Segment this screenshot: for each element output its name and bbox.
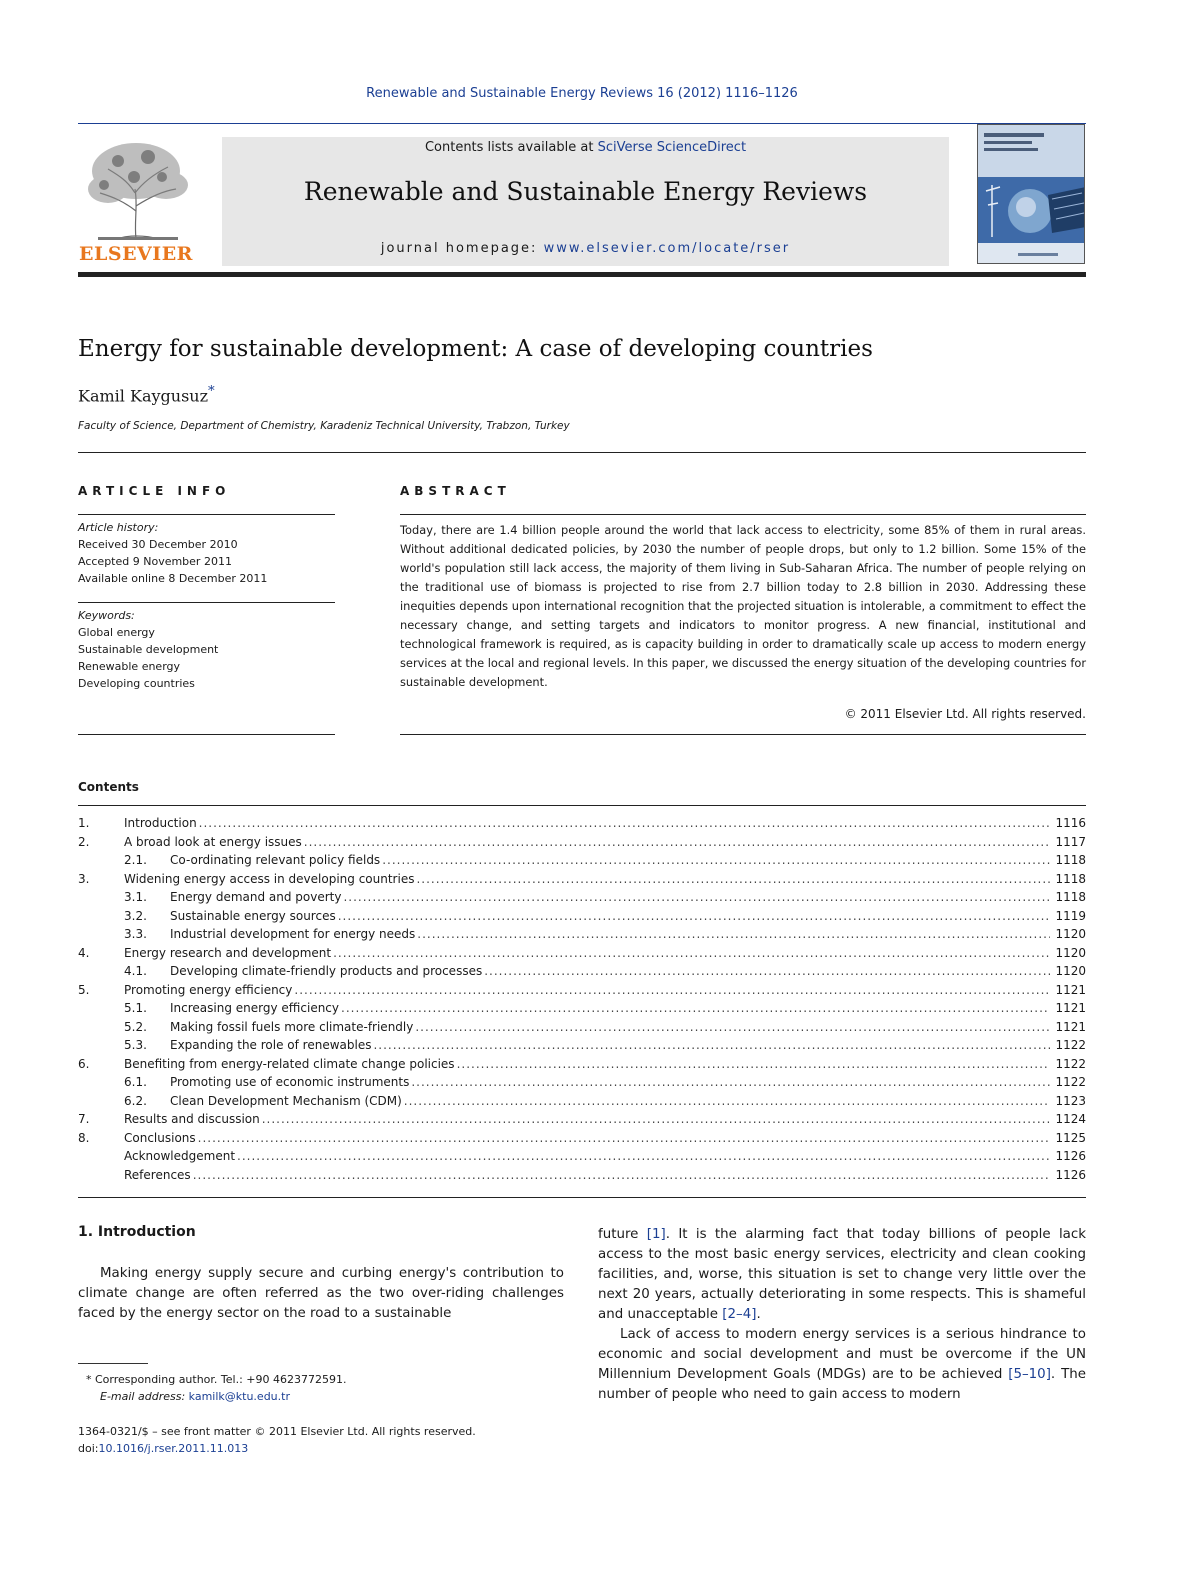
toc-leader-dots: [484, 964, 1050, 978]
toc-entry-page[interactable]: 1124: [1055, 1112, 1086, 1126]
intro-paragraph: Lack of access to modern energy services is a serious hindrance to economic and social development and must be overcome if the UN Millennium Development Goals (MDGs) are to be achieved [5–10]. The number of people who need to gain access to modern: [598, 1327, 1086, 1402]
footnote-rule: [78, 1363, 148, 1364]
header-bottom-rule: [78, 272, 1086, 277]
toc-entry-number: 5.2.: [124, 1019, 147, 1034]
doi-link[interactable]: 10.1016/j.rser.2011.11.013: [98, 1442, 249, 1455]
toc-entry-page[interactable]: 1121: [1055, 1001, 1086, 1015]
toc-leader-dots: [237, 1149, 1050, 1163]
toc-entry[interactable]: [78, 1075, 1086, 1094]
toc-leader-dots: [193, 1168, 1050, 1182]
toc-entry[interactable]: [78, 946, 1086, 965]
toc-entry-number: 2.: [78, 834, 90, 849]
contents-top-rule: [78, 805, 1086, 806]
toc-entry-page[interactable]: 1120: [1055, 964, 1086, 978]
toc-entry-label[interactable]: Clean Development Mechanism (CDM): [170, 1093, 402, 1108]
toc-entry-label[interactable]: Increasing energy efficiency: [170, 1001, 340, 1015]
reference-link[interactable]: [5–10]: [1008, 1367, 1051, 1382]
toc-leader-dots: [262, 1112, 1050, 1126]
toc-entry-page[interactable]: 1118: [1055, 871, 1086, 886]
toc-entry-page[interactable]: 1116: [1055, 816, 1086, 830]
toc-entry-number: 3.3.: [124, 927, 147, 941]
toc-entry[interactable]: [78, 1057, 1086, 1076]
toc-entry-page[interactable]: 1122: [1055, 1038, 1086, 1052]
toc-entry-page[interactable]: 1120: [1055, 945, 1086, 960]
history-accepted: Accepted 9 November 2011: [78, 555, 232, 568]
toc-entry-label[interactable]: Conclusions: [124, 1130, 196, 1145]
author-name: Kamil Kaygusuz*: [78, 384, 215, 406]
doi-line: doi:10.1016/j.rser.2011.11.013: [78, 1442, 249, 1455]
toc-leader-dots: [457, 1057, 1050, 1071]
toc-entry-label[interactable]: Introduction: [124, 816, 197, 830]
toc-entry[interactable]: [78, 1094, 1086, 1113]
journal-title: Renewable and Sustainable Energy Reviews: [303, 177, 868, 206]
cover-image: [978, 125, 1085, 264]
toc-entry[interactable]: [78, 909, 1086, 928]
toc-entry-number: 6.: [78, 1056, 90, 1071]
keyword-item: Sustainable development: [78, 643, 219, 656]
toc-entry[interactable]: [78, 890, 1086, 909]
toc-leader-dots: [341, 1001, 1050, 1015]
toc-entry-label[interactable]: Promoting energy efficiency: [124, 982, 293, 997]
toc-entry-label[interactable]: References: [124, 1167, 191, 1182]
toc-entry-number: 6.1.: [124, 1075, 147, 1089]
toc-leader-dots: [373, 1038, 1050, 1052]
toc-leader-dots: [404, 1094, 1050, 1108]
toc-leader-dots: [416, 872, 1050, 886]
toc-entry-number: 4.: [78, 945, 90, 960]
toc-entry-label[interactable]: Developing climate-friendly products and processes: [170, 964, 483, 978]
toc-entry-label[interactable]: Co-ordinating relevant policy fields: [170, 853, 381, 867]
toc-entry[interactable]: [78, 1112, 1086, 1131]
history-received: Received 30 December 2010: [78, 538, 238, 551]
toc-entry-page[interactable]: 1122: [1055, 1056, 1086, 1071]
introduction-heading: 1. Introduction: [78, 1224, 196, 1240]
toc-entry[interactable]: [78, 927, 1086, 946]
corresponding-author-mark[interactable]: *: [208, 384, 215, 399]
toc-entry-number: 2.1.: [124, 853, 147, 867]
corresponding-author-footnote: * Corresponding author. Tel.: +90 4623772591. E-mail address: kamilk@ktu.edu.tr: [86, 1373, 347, 1403]
toc-leader-dots: [333, 946, 1050, 960]
toc-entry-label[interactable]: Sustainable energy sources: [170, 908, 336, 923]
keywords-rule: [78, 602, 335, 603]
article-history: Article history: Received 30 December 2010 Accepted 9 November 2011 Available online 8 December 2011: [78, 521, 268, 585]
issn-line: 1364-0321/$ – see front matter © 2011 Elsevier Ltd. All rights reserved.: [78, 1425, 476, 1438]
abstract-rule: [400, 514, 1086, 515]
reference-link[interactable]: [2–4]: [722, 1307, 757, 1322]
toc-entry-number: 4.1.: [124, 964, 147, 978]
toc-entry-label[interactable]: Results and discussion: [124, 1112, 260, 1126]
toc-entry[interactable]: [78, 835, 1086, 854]
toc-entry-label[interactable]: Benefiting from energy-related climate change policies: [124, 1056, 455, 1071]
keyword-item: Global energy: [78, 626, 155, 639]
journal-banner: [222, 137, 949, 266]
toc-entry-number: 5.: [78, 982, 90, 997]
reference-link[interactable]: [1]: [646, 1227, 666, 1242]
toc-entry-label[interactable]: Industrial development for energy needs: [170, 927, 416, 941]
toc-entry[interactable]: [78, 1168, 1086, 1187]
toc-leader-dots: [304, 835, 1050, 849]
article-title: Energy for sustainable development: A case of developing countries: [78, 336, 873, 362]
title-bottom-rule: [78, 452, 1086, 453]
toc-leader-dots: [382, 853, 1050, 867]
toc-entry[interactable]: [78, 1001, 1086, 1020]
toc-entry-number: 5.1.: [124, 1001, 147, 1015]
abstract-bottom-rule: [400, 734, 1086, 735]
elsevier-wordmark: ELSEVIER: [79, 243, 193, 265]
toc-entry[interactable]: [78, 964, 1086, 983]
toc-entry-label[interactable]: Expanding the role of renewables: [170, 1038, 372, 1052]
toc-entry-label[interactable]: Acknowledgement: [124, 1149, 236, 1163]
sciencedirect-link[interactable]: SciVerse ScienceDirect: [597, 140, 747, 155]
toc-entry-label[interactable]: A broad look at energy issues: [124, 834, 302, 849]
article-info-heading: ARTICLE INFO: [78, 484, 231, 498]
toc-entry[interactable]: [78, 1149, 1086, 1168]
article-info-rule: [78, 514, 335, 515]
author-email-link[interactable]: kamilk@ktu.edu.tr: [188, 1390, 290, 1403]
homepage-link[interactable]: www.elsevier.com/locate/rser: [543, 241, 791, 256]
abstract-copyright: © 2011 Elsevier Ltd. All rights reserved.: [844, 707, 1086, 721]
toc-leader-dots: [338, 909, 1050, 923]
contents-title: Contents: [78, 780, 139, 794]
toc-leader-dots: [199, 816, 1050, 830]
toc-entry-page[interactable]: 1121: [1055, 1019, 1086, 1034]
toc-entry-page[interactable]: 1126: [1055, 1149, 1086, 1163]
toc-entry[interactable]: [78, 853, 1086, 872]
toc-entry-page[interactable]: 1117: [1055, 834, 1086, 849]
toc-entry-page[interactable]: 1122: [1055, 1075, 1086, 1089]
toc-entry-label[interactable]: Making fossil fuels more climate-friendly: [170, 1019, 414, 1034]
toc-leader-dots: [411, 1075, 1050, 1089]
toc-entry-label[interactable]: Promoting use of economic instruments: [170, 1075, 410, 1089]
toc-entry-page[interactable]: 1120: [1055, 927, 1086, 941]
toc-entry-page[interactable]: 1118: [1055, 853, 1086, 867]
intro-left-column: [78, 1264, 564, 1324]
toc-entry[interactable]: [78, 872, 1086, 891]
table-of-contents: [78, 816, 1086, 1186]
contents-available: Contents lists available at SciVerse ScienceDirect: [424, 140, 747, 155]
toc-entry-page[interactable]: 1126: [1055, 1167, 1086, 1182]
toc-entry-page[interactable]: 1123: [1055, 1093, 1086, 1108]
toc-entry-label[interactable]: Energy demand and poverty: [170, 890, 342, 904]
toc-entry[interactable]: [78, 1038, 1086, 1057]
toc-entry-number: 3.: [78, 871, 90, 886]
abstract-text: Today, there are 1.4 billion people around the world that lack access to electricity, some 85% of them in rural areas. Without additional dedicated policies, by 2030 the number of people drops, but only to 1.2 billion. Some 15% of the world's population still lack access, the majority of them living in Sub-Saharan Africa. The number of people relying on the traditional use of biomass is projected to rise from 2.7 billion today to 2.8 billion in 2030. Addressing these inequities depends upon international recognition that the projected situation is intolerable, a commitment to effect the necessary change, and setting targets and indicators to monitor progress. A new financial, institutional and technological framework is required, as is capacity building in order to dramatically scale up access to modern energy services at the local and regional levels. In this paper, we discussed the energy situation of the developing countries for sustainable development.: [400, 523, 1087, 689]
toc-entry[interactable]: [78, 983, 1086, 1002]
contents-bottom-rule: [78, 1197, 1086, 1198]
journal-cover-thumbnail: [977, 124, 1085, 264]
article-info-bottom-rule: [78, 734, 335, 735]
toc-entry-number: 6.2.: [124, 1093, 147, 1108]
toc-entry-number: 3.2.: [124, 908, 147, 923]
toc-entry-page[interactable]: 1121: [1055, 982, 1086, 997]
toc-entry-page[interactable]: 1125: [1055, 1130, 1086, 1145]
toc-leader-dots: [294, 983, 1050, 997]
toc-entry-number: 8.: [78, 1130, 90, 1145]
toc-entry-page[interactable]: 1119: [1055, 908, 1086, 923]
toc-leader-dots: [343, 890, 1050, 904]
author-affiliation: Faculty of Science, Department of Chemistry, Karadeniz Technical University, Trabzon, Turkey: [78, 420, 570, 432]
toc-entry-number: 7.: [78, 1112, 90, 1126]
keyword-item: Renewable energy: [78, 660, 181, 673]
toc-entry-number: 5.3.: [124, 1038, 147, 1052]
keywords: Keywords: Global energy Sustainable development Renewable energy Developing countries: [78, 609, 219, 690]
intro-paragraph: Making energy supply secure and curbing energy's contribution to climate change are often referred as the two over-riding challenges faced by the energy sector on the road to a sustainable: [78, 1266, 564, 1321]
toc-entry-page[interactable]: 1118: [1055, 890, 1086, 904]
toc-entry[interactable]: [78, 1020, 1086, 1039]
journal-homepage: journal homepage: www.elsevier.com/locate/rser: [380, 241, 791, 256]
toc-entry-label[interactable]: Energy research and development: [124, 945, 332, 960]
toc-entry-label[interactable]: Widening energy access in developing countries: [124, 871, 415, 886]
toc-leader-dots: [417, 927, 1050, 941]
toc-entry[interactable]: [78, 816, 1086, 835]
front-matter: [78, 1423, 476, 1457]
intro-paragraph: future [1]. It is the alarming fact that today billions of people lack access to the most basic energy services, electricity and clean cooking facilities, and, worse, this situation is set to change very little over the next 20 years, actually deteriorating in some respects. This is shameful and unacceptable [2–4].: [598, 1227, 1086, 1322]
toc-entry-number: 1.: [78, 816, 90, 830]
journal-citation[interactable]: Renewable and Sustainable Energy Reviews 16 (2012) 1116–1126: [366, 86, 798, 101]
keyword-item: Developing countries: [78, 677, 195, 690]
toc-entry[interactable]: [78, 1131, 1086, 1150]
toc-entry-number: 3.1.: [124, 890, 147, 904]
intro-right-column: [598, 1225, 1086, 1405]
history-online: Available online 8 December 2011: [78, 572, 268, 585]
toc-leader-dots: [415, 1020, 1050, 1034]
header-rule: [78, 123, 1086, 124]
toc-leader-dots: [198, 1131, 1050, 1145]
abstract-heading: ABSTRACT: [400, 484, 511, 498]
